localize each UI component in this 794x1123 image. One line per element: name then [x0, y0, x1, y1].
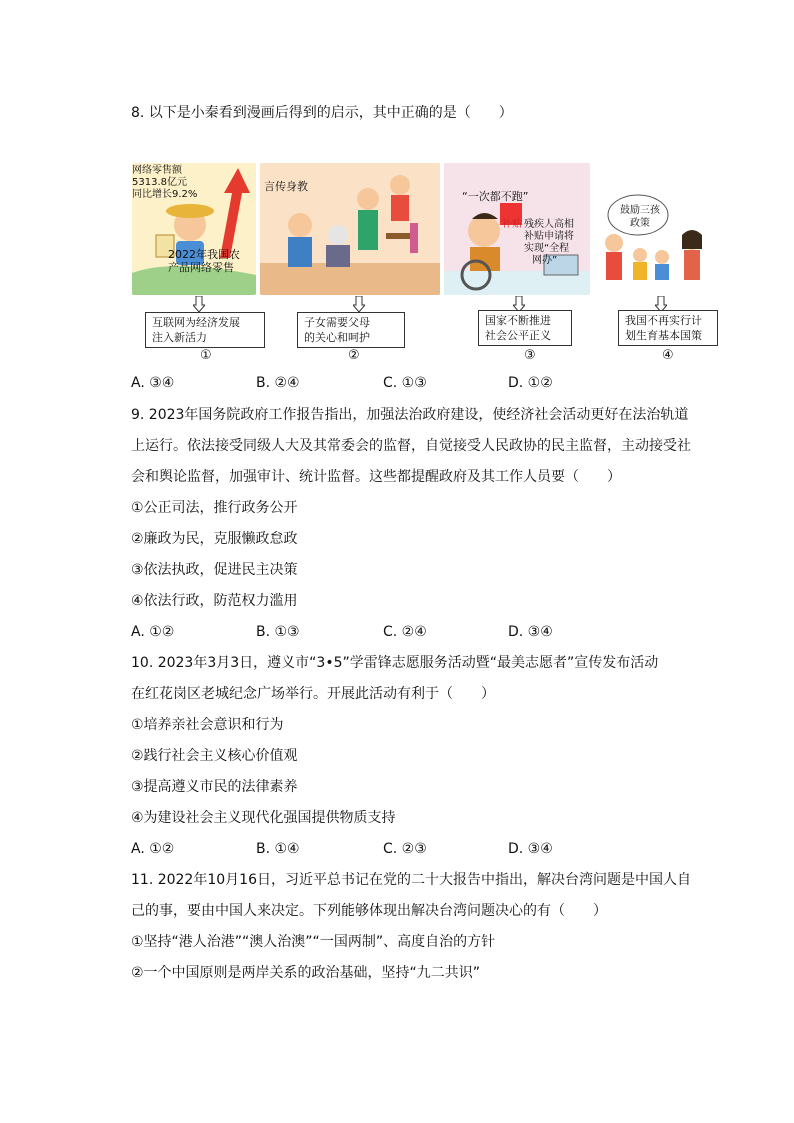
question-11-item-1: ①坚持“港人治港”“澳人治澳”“一国两制”、高度自治的方针 [131, 934, 496, 950]
option-c[interactable]: C. ①③ [383, 375, 427, 391]
cartoon-panel-online-sales [132, 163, 256, 295]
panel3-line1: 残疾人高相 [524, 219, 574, 230]
family-of-five-illustration [596, 163, 712, 295]
panel-number-3: ③ [524, 348, 536, 363]
question-10-item-4: ④为建设社会主义现代化强国提供物质支持 [131, 810, 396, 826]
panel-number-1: ① [200, 348, 212, 363]
question-10-item-2: ②践行社会主义核心价值观 [131, 748, 298, 764]
caption-4-line2: 划生育基本国策 [625, 329, 702, 342]
sales-value: 5313.8亿元 [132, 177, 187, 188]
panel-number-2: ② [348, 348, 360, 363]
panel2-title: 言传身教 [264, 180, 308, 193]
caption-box-3 [478, 310, 572, 346]
option-b[interactable]: B. ①④ [256, 841, 300, 857]
question-10-line-1: 10. 2023年3月3日，遵义市“3•5”学雷锋志愿服务活动暨“最美志愿者”宣传发布活动 [131, 655, 659, 671]
caption-1-line1: 互联网为经济发展 [152, 316, 240, 329]
option-c[interactable]: C. ②④ [383, 624, 427, 640]
option-a[interactable]: A. ③④ [131, 375, 175, 391]
question-10-line-2: 在红花岗区老城纪念广场举行。开展此活动有利于（ ） [131, 686, 495, 702]
question-11-line-2: 己的事，要由中国人来决定。下列能够体现出解决台湾问题决心的有（ ） [131, 903, 607, 919]
panel1-caption-line2: 产品网络零售 [168, 261, 234, 274]
caption-box-4 [618, 310, 718, 346]
option-b[interactable]: B. ②④ [256, 375, 300, 391]
panel4-bubble-line2: 政策 [630, 218, 650, 229]
caption-4-line1: 我国不再实行计 [625, 314, 702, 327]
caption-1-line2: 注入新活力 [152, 331, 207, 344]
question-10-item-1: ①培养亲社会意识和行为 [131, 717, 284, 733]
sales-label: 网络零售额 [132, 165, 182, 176]
caption-3-line2: 社会公平正义 [485, 329, 551, 342]
caption-box-2 [297, 312, 405, 348]
panel4-bubble-line1: 鼓励三孩 [620, 205, 660, 216]
question-10-item-3: ③提高遵义市民的法律素养 [131, 779, 298, 795]
option-c[interactable]: C. ②③ [383, 841, 427, 857]
option-a[interactable]: A. ①② [131, 841, 175, 857]
panel3-line4: 网办” [532, 255, 558, 266]
option-b[interactable]: B. ①③ [256, 624, 300, 640]
question-11-item-2: ②一个中国原则是两岸关系的政治基础，坚持“九二共识” [131, 965, 481, 981]
question-9-line-1: 9. 2023年国务院政府工作报告指出，加强法治政府建设，使经济社会活动更好在法治轨道 [131, 407, 689, 423]
question-9-item-3: ③依法执政，促进民主决策 [131, 562, 298, 578]
panel3-line2: 补贴申请将 [524, 231, 574, 242]
sales-growth: 同比增长9.2% [132, 189, 198, 200]
arrow-down-icon [353, 296, 365, 312]
option-d[interactable]: D. ③④ [508, 624, 553, 640]
cartoon-panel-subsidy [444, 163, 590, 295]
question-9-line-3: 会和舆论监督，加强审计、统计监督。这些都提醒政府及其工作人员要（ ） [131, 469, 621, 485]
cartoon-panel-family [260, 163, 440, 295]
caption-box-1 [145, 312, 265, 348]
panel1-caption-line1: 2022年我国农 [168, 248, 240, 261]
option-d[interactable]: D. ①② [508, 375, 553, 391]
question-9-item-2: ②廉政为民，克服懒政怠政 [131, 531, 298, 547]
panel3-subsidy: 补贴 [502, 219, 522, 230]
question-9-line-2: 上运行。依法接受同级人大及其常委会的监督，自觉接受人民政协的民主监督，主动接受社 [131, 438, 691, 454]
panel3-line3: 实现“全程 [524, 243, 570, 254]
panel-number-4: ④ [662, 348, 674, 363]
question-9-item-1: ①公正司法，推行政务公开 [131, 500, 298, 516]
caption-2-line2: 的关心和呵护 [304, 331, 370, 344]
option-a[interactable]: A. ①② [131, 624, 175, 640]
question-9-item-4: ④依法行政，防范权力滥用 [131, 593, 298, 609]
caption-3-line1: 国家不断推进 [485, 314, 551, 327]
option-d[interactable]: D. ③④ [508, 841, 553, 857]
arrow-down-icon [193, 296, 205, 312]
cartoon-panel-three-child [596, 163, 712, 295]
caption-2-line1: 子女需要父母 [304, 316, 370, 329]
panel3-quote: “一次都不跑” [462, 190, 529, 203]
question-11-line-1: 11. 2022年10月16日，习近平总书记在党的二十大报告中指出，解决台湾问题是中国人自 [131, 872, 691, 888]
question-8-stem: 8. 以下是小秦看到漫画后得到的启示，其中正确的是（ ） [131, 105, 513, 121]
